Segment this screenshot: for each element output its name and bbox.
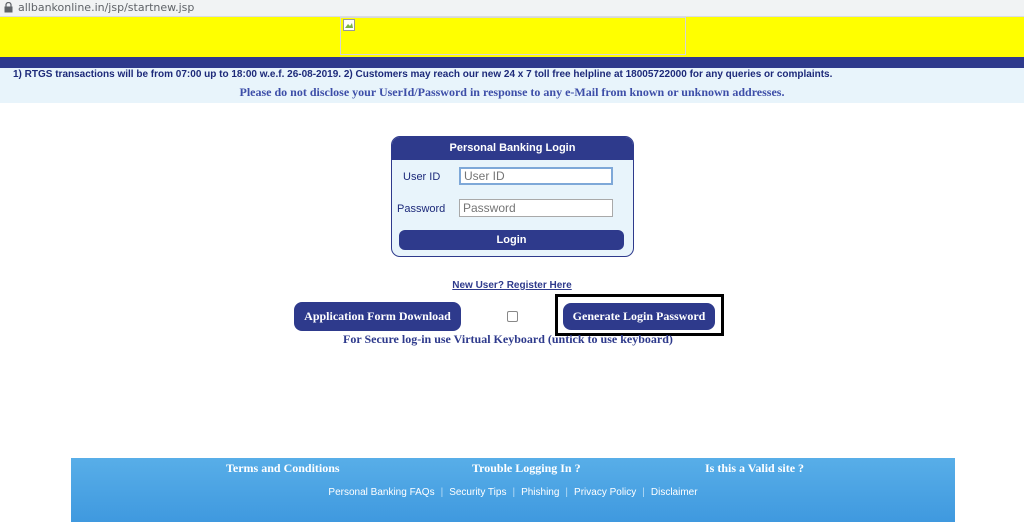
url-text[interactable]: allbankonline.in/jsp/startnew.jsp (18, 1, 195, 14)
generate-login-password-button[interactable]: Generate Login Password (563, 303, 715, 330)
security-warning (0, 81, 1024, 103)
password-label: Password (397, 203, 446, 215)
separator: | (565, 487, 569, 498)
application-form-download-button[interactable]: Application Form Download (294, 302, 461, 331)
login-panel (391, 136, 634, 257)
phishing-link[interactable]: Phishing (521, 487, 560, 498)
navy-band (0, 57, 1024, 68)
disclaimer-link[interactable]: Disclaimer (650, 487, 698, 498)
marquee-text: 1) RTGS transactions will be from 07:00 up to 18:00 w.e.f. 26-08-2019. 2) Customers may reach our new 24 x 7 toll free helpline at 18005722000 for any queries or complaints. (13, 69, 833, 80)
notice-marquee (0, 68, 1024, 81)
user-id-input[interactable] (459, 167, 613, 185)
warning-text: Please do not disclose your UserId/Password in response to any e-Mail from known or unknown addresses. (239, 85, 785, 99)
password-input[interactable] (459, 199, 613, 217)
separator: | (642, 487, 645, 498)
lock-icon (4, 2, 13, 13)
separator: | (440, 487, 444, 498)
footer (71, 458, 955, 522)
faqs-link[interactable]: Personal Banking FAQs (328, 487, 435, 498)
terms-link[interactable]: Terms and Conditions (226, 461, 340, 475)
footer-links (71, 487, 955, 498)
privacy-policy-link[interactable]: Privacy Policy (574, 487, 637, 498)
highlight-box (555, 294, 724, 336)
broken-image-icon (343, 19, 355, 31)
register-link[interactable]: New User? Register Here (452, 280, 572, 291)
register-row (0, 275, 1024, 293)
separator: | (512, 487, 516, 498)
login-title: Personal Banking Login (392, 137, 633, 160)
virtual-keyboard-text: For Secure log-in use Virtual Keyboard (untick to use keyboard) (343, 332, 673, 346)
user-id-label: User ID (403, 171, 441, 183)
security-tips-link[interactable]: Security Tips (449, 487, 507, 498)
banner-image (340, 17, 686, 55)
valid-site-link[interactable]: Is this a Valid site ? (705, 461, 805, 475)
browser-address-bar[interactable] (0, 0, 1024, 17)
login-button[interactable]: Login (399, 230, 624, 250)
trouble-logging-link[interactable]: Trouble Logging In ? (472, 461, 581, 475)
virtual-keyboard-checkbox[interactable] (507, 311, 518, 322)
